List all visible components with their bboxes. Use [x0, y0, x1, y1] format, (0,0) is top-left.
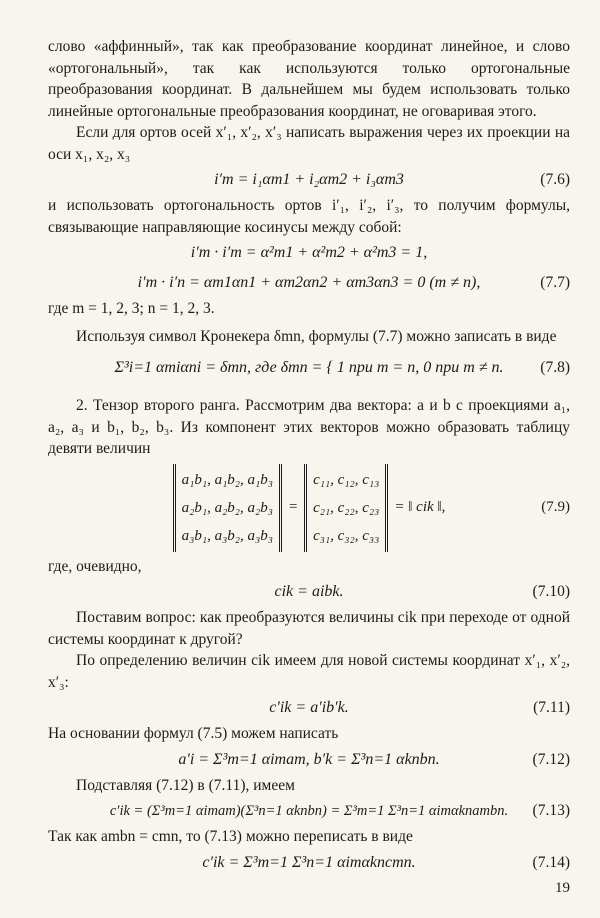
equation-number: (7.6)	[540, 171, 570, 188]
matrix-tail: = ‖ cik ‖,	[394, 499, 446, 515]
equation-body: c′ik = (Σ³m=1 αimam)(Σ³n=1 αknbn) = Σ³m=1 Σ³n=1 αimαknambn.	[109, 802, 509, 819]
equation-number: (7.10)	[532, 583, 570, 600]
equation-body: c′ik = Σ³m=1 Σ³n=1 αimαkncmn.	[202, 853, 416, 871]
matrix-ab	[173, 464, 282, 552]
matrix-row: c₃₁, c₃₂, c₃₃	[313, 527, 380, 544]
equation-7-14	[48, 848, 570, 878]
equation-body: cik = aibk.	[274, 583, 344, 600]
equation-7-10	[48, 577, 570, 607]
page-body	[48, 36, 570, 878]
paragraph-9: По определению величин cik имеем для новой системы координат x′₁, x′₂, x′₃:	[48, 652, 570, 691]
equation-body: c′ik = a′ib′k.	[269, 699, 349, 716]
paragraph-12: Так как ambn = cmn, то (7.13) можно переписать в виде	[48, 828, 413, 845]
page-number: 19	[555, 880, 570, 896]
matrix-c	[304, 464, 388, 552]
equation-number: (7.11)	[533, 699, 570, 716]
equation-7-12	[48, 745, 570, 775]
equation-body: a′i = Σ³m=1 αimam, b′k = Σ³n=1 αknbn.	[178, 750, 440, 768]
equation-7-11	[48, 693, 570, 723]
paragraph-8: Поставим вопрос: как преобразуются величины cik при переходе от одной системы координат к другой?	[48, 609, 570, 648]
equation-number: (7.9)	[541, 499, 570, 515]
equation-body: i′m · i′m = α²m1 + α²m2 + α²m3 = 1,	[190, 244, 428, 261]
paragraph-6: 2. Тензор второго ранга. Рассмотрим два вектора: a и b с проекциями a₁, a₂, a₃ и b₁, b₂, b₃. Из компонент этих векторов можно образовать таблицу девяти величин	[48, 397, 570, 457]
matrix-row: a₂b₁, a₂b₂, a₂b₃	[181, 499, 273, 516]
equation-number: (7.12)	[532, 750, 570, 768]
paragraph-4: где m = 1, 2, 3; n = 1, 2, 3.	[48, 300, 215, 317]
paragraph-3: и использовать ортогональность ортов i′₁, i′₂, i′₃, то получим формулы, связывающие направляющие косинусы между собой:	[48, 197, 570, 236]
paragraph-1: слово «аффинный», так как преобразование координат линейное, и слово «ортогональный», так как используются только ортогональные преобразования координат. В дальнейшем мы будем использовать только линейные ортогональные преобразования координат, не оговаривая этого.	[48, 38, 570, 120]
paragraph-10: На основании формул (7.5) можем написать	[48, 725, 339, 742]
equation-number: (7.7)	[540, 274, 570, 291]
paragraph-2: Если для ортов осей x′₁, x′₂, x′₃ написать выражения через их проекции на оси x₁, x₂, x₃	[48, 124, 570, 163]
equation-number: (7.13)	[532, 802, 570, 819]
equation-7-9: a₁b₁, a₁b₂, a₁b₃ a₂b₁, a₂b₂, a₂b₃ a₃b₁, a₃b₂, a₃b₃ = c₁₁, c₁₂, c₁₃ c₂₁, c₂₂, c₂₃ c₃₁, c₃₂, c₃₃ = ‖ cik ‖, (7.9)	[48, 460, 570, 556]
paragraph-5: Используя символ Кронекера δmn, формулы (7.7) можно записать в виде	[76, 327, 557, 345]
equation-7-6	[48, 165, 570, 195]
equation-7-7b	[48, 268, 570, 298]
matrix-row: c₂₁, c₂₂, c₂₃	[313, 499, 380, 516]
paragraph-7: где, очевидно,	[48, 557, 142, 575]
equation-7-13	[48, 796, 570, 826]
equation-7-7a	[48, 238, 570, 268]
equation-body: i′m = i₁αm1 + i₂αm2 + i₃αm3	[214, 171, 404, 188]
matrix-row: c₁₁, c₁₂, c₁₃	[313, 471, 380, 488]
equation-7-8	[48, 347, 570, 389]
equation-body: Σ³i=1 αmiαni = δmn, где δmn = { 1 при m = n, 0 при m ≠ n.	[114, 359, 504, 376]
matrix-row: a₃b₁, a₃b₂, a₃b₃	[181, 527, 273, 544]
equation-number: (7.14)	[532, 853, 570, 871]
paragraph-11: Подставляя (7.12) в (7.11), имеем	[76, 776, 295, 794]
matrix-row: a₁b₁, a₁b₂, a₁b₃	[181, 471, 273, 488]
equation-body: i′m · i′n = αm1αn1 + αm2αn2 + αm3αn3 = 0 (m ≠ n),	[137, 274, 481, 291]
equation-number: (7.8)	[540, 359, 570, 376]
